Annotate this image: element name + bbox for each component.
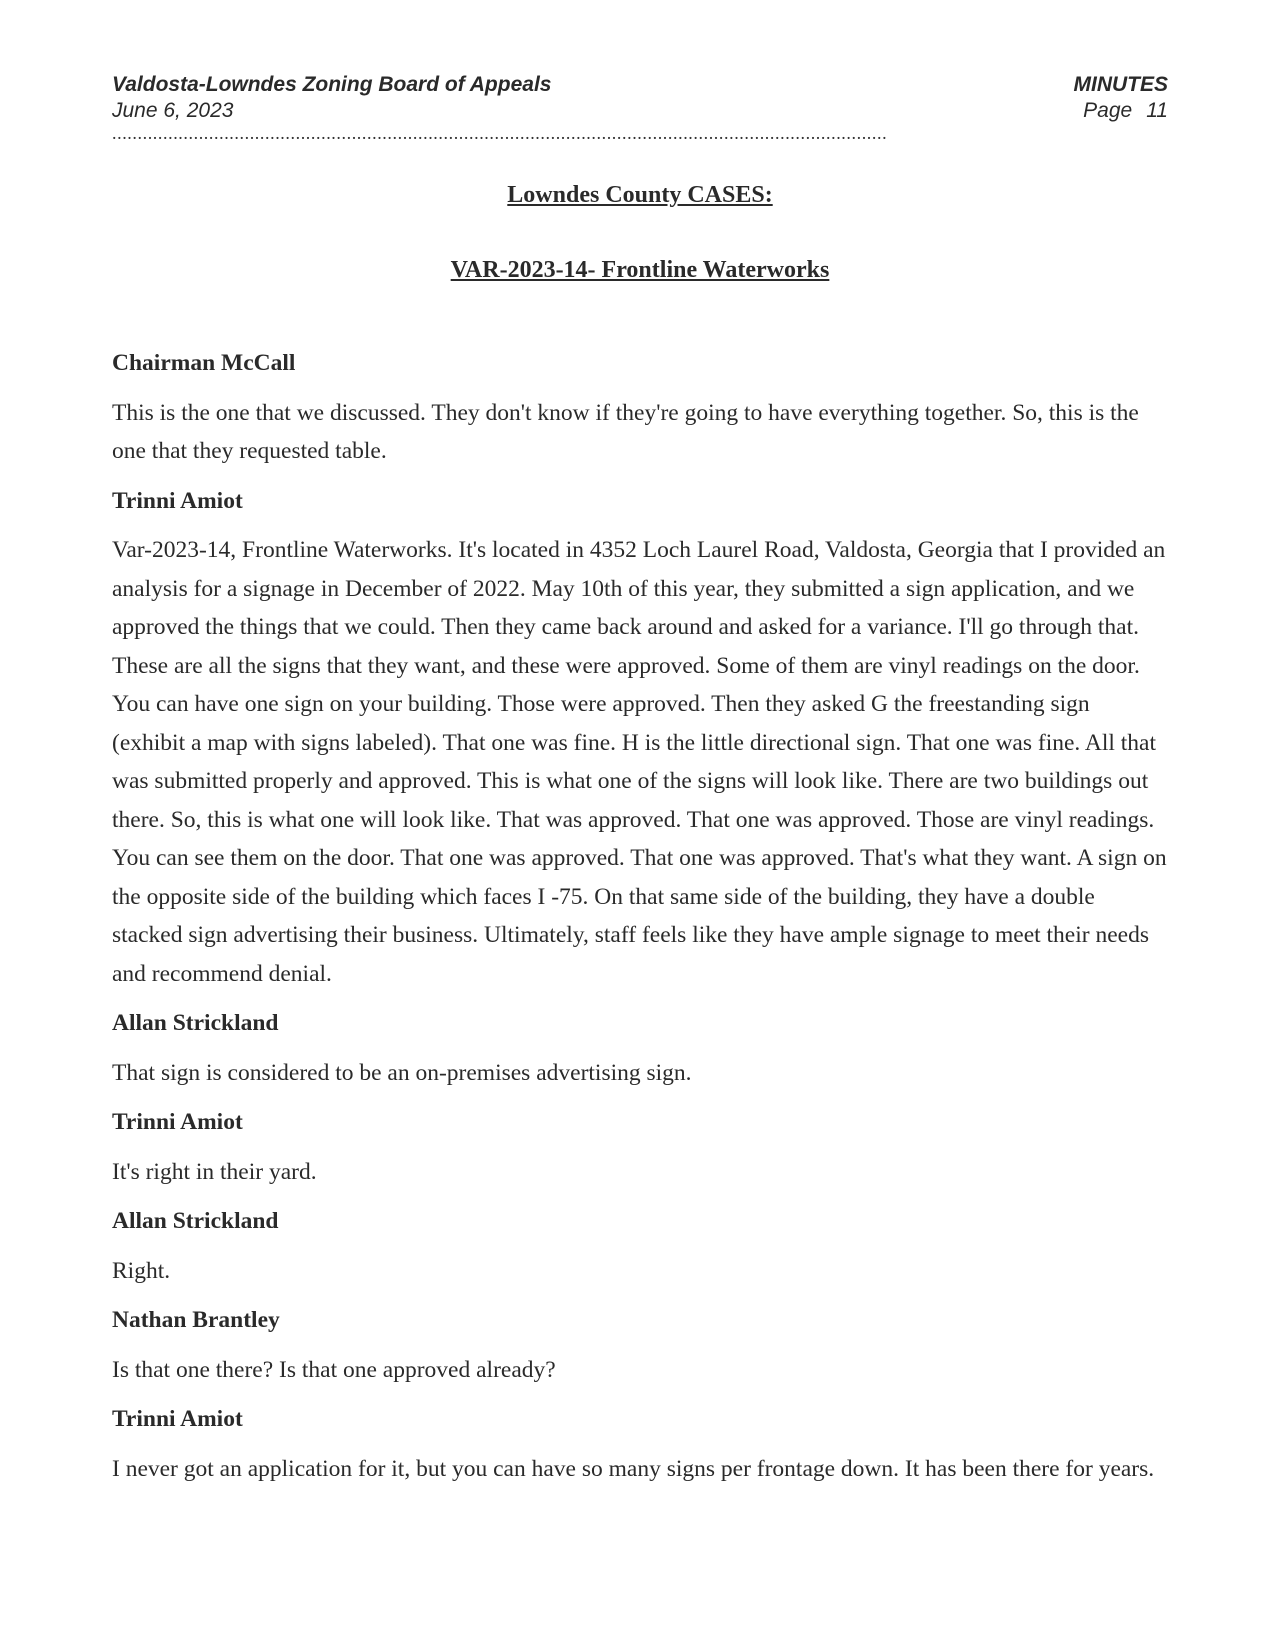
speaker-statement: This is the one that we discussed. They don't know if they're going to have everything together. So, this is the one that they requested table. [112, 399, 1139, 464]
page-label: Page [1083, 99, 1133, 122]
header-left [112, 72, 551, 124]
transcript-entry [112, 1202, 1168, 1290]
page-number-line [1083, 98, 1168, 124]
speaker-statement: It's right in their yard. [112, 1158, 317, 1185]
speaker-name: Trinni Amiot [112, 487, 243, 514]
speaker-name: Allan Strickland [112, 1010, 279, 1036]
speaker-statement: That sign is considered to be an on-premises advertising sign. [112, 1059, 692, 1086]
page-header [112, 72, 1168, 124]
header-right [1074, 72, 1169, 124]
meeting-date: June 6, 2023 [112, 99, 234, 122]
speaker-statement: Right. [112, 1257, 171, 1284]
transcript [112, 344, 1168, 1488]
speaker-name: Nathan Brantley [112, 1307, 280, 1333]
speaker-statement: Is that one there? Is that one approved already? [112, 1356, 556, 1383]
organization-name: Valdosta-Lowndes Zoning Board of Appeals [112, 73, 552, 96]
speaker-statement: Var-2023-14, Frontline Waterworks. It's located in 4352 Loch Laurel Road, Valdosta, Georgia that I provided an analysis for a signage in December of 2022. May 10th of this year, they submitted a sign application, and we approved the things that we could. Then they came back around and asked for a variance. I'll go through that. These are all the signs that they want, and these were approved. Some of them are vinyl readings on the door. You can have one sign on your building. Those were approved. Then they asked G the freestanding sign (exhibit a map with signs labeled). That one was fine. H is the little directional sign. That one was fine. All that was submitted properly and approved. This is what one of the signs will look like. There are two buildings out there. So, this is what one will look like. That was approved. That one was approved. Those are vinyl readings. You can see them on the door. That one was approved. That one was approved. That's what they want. A sign on the opposite side of the building which faces I -75. On that same side of the building, they have a double stacked sign advertising their business. Ultimately, staff feels like they have ample signage to meet their needs and recommend denial. [112, 537, 1167, 987]
document-page [112, 72, 1168, 1499]
speaker-name: Trinni Amiot [112, 1109, 243, 1135]
section-heading: Lowndes County CASES: [507, 182, 773, 208]
speaker-statement: I never got an application for it, but you can have so many signs per frontage down. It has been there for years. [112, 1455, 1155, 1482]
header-divider: ........................................................................................................................................................ [112, 124, 888, 142]
transcript-entry [112, 1103, 1168, 1191]
transcript-entry [112, 1301, 1168, 1389]
speaker-name: Chairman McCall [112, 350, 296, 376]
document-type: MINUTES [1073, 73, 1168, 96]
speaker-name: Allan Strickland [112, 1208, 279, 1234]
case-title: VAR-2023-14- Frontline Waterworks [450, 257, 830, 283]
speaker-name: Trinni Amiot [112, 1406, 243, 1432]
transcript-entry [112, 1004, 1168, 1092]
page-number: 11 [1146, 99, 1168, 122]
transcript-entry [112, 344, 1168, 471]
transcript-entry [112, 482, 1168, 994]
transcript-entry [112, 1400, 1168, 1488]
